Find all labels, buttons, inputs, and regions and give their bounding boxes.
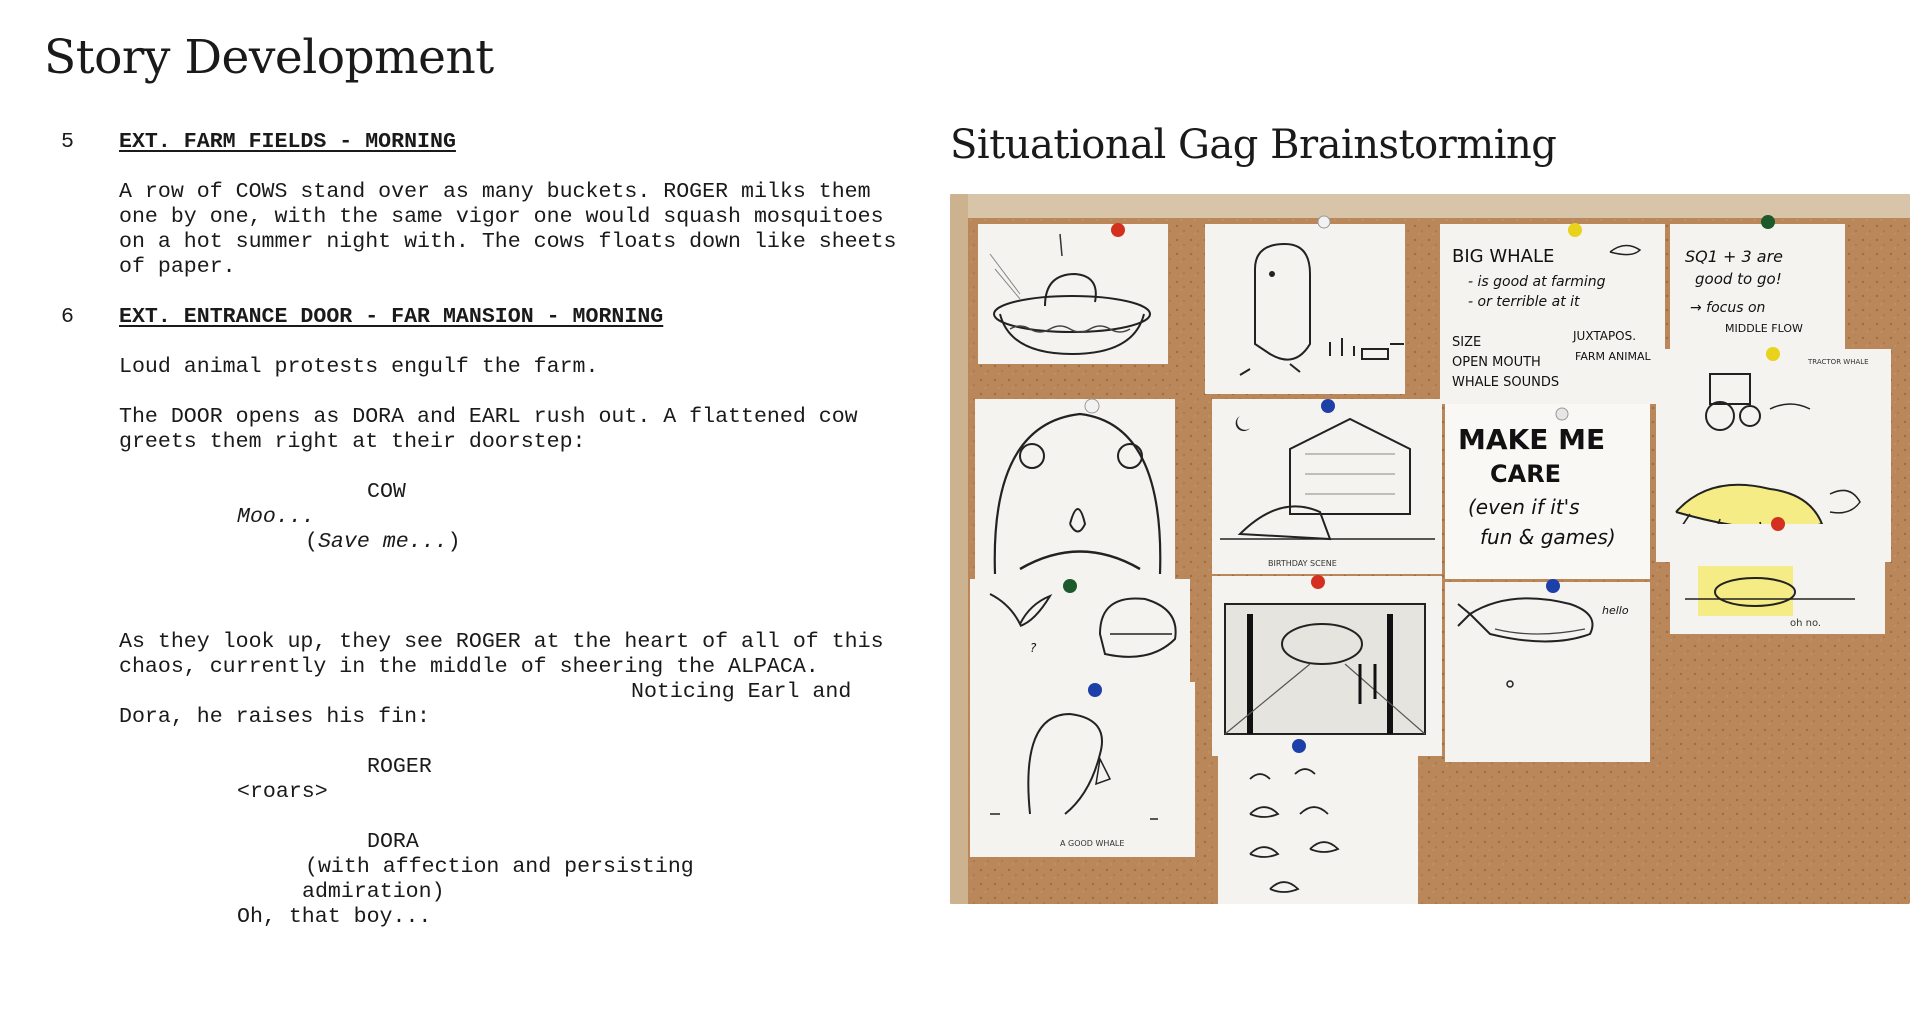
parenthetical: (with affection and persisting xyxy=(305,855,694,879)
pin-icon xyxy=(1766,347,1780,361)
svg-text:→ focus on: → focus on xyxy=(1690,300,1766,316)
action-line: chaos, currently in the middle of sheering the ALPACA. xyxy=(119,655,819,679)
sketch-card-hello-whale xyxy=(1445,582,1650,762)
scene-number: 5 xyxy=(61,130,74,154)
action-line: of paper. xyxy=(119,255,236,279)
svg-text:SQ1 + 3 are: SQ1 + 3 are xyxy=(1685,247,1783,266)
action-line: The DOOR opens as DORA and EARL rush out. A flattened cow xyxy=(119,405,858,429)
pin-icon xyxy=(1568,223,1582,237)
action-line: one by one, with the same vigor one would squash mosquitoes xyxy=(119,205,884,229)
svg-text:FARM ANIMAL: FARM ANIMAL xyxy=(1575,350,1651,363)
section-title: Situational Gag Brainstorming xyxy=(950,122,1557,168)
note-card-make-me-care xyxy=(1445,404,1650,579)
svg-text:- or terrible at it: - or terrible at it xyxy=(1468,294,1580,310)
svg-text:CARE: CARE xyxy=(1490,460,1562,488)
dialogue-line: <roars> xyxy=(237,780,328,804)
svg-text:?: ? xyxy=(1030,641,1037,655)
sketch-card-whale-farm xyxy=(1205,224,1405,394)
sketch-card-whale-tail xyxy=(970,579,1190,689)
scene-number: 6 xyxy=(61,305,74,329)
parenthetical: admiration) xyxy=(302,880,445,904)
svg-text:hello: hello xyxy=(1602,604,1629,617)
sketch-card-small-whales xyxy=(1218,749,1418,904)
action-line: A row of COWS stand over as many buckets. ROGER milks them xyxy=(119,180,871,204)
action-line: on a hot summer night with. The cows floats down like sheets xyxy=(119,230,897,254)
sketch-card-whale-face xyxy=(975,399,1175,579)
sketch-card-good-whale xyxy=(970,682,1195,857)
page-title: Story Development xyxy=(44,30,494,85)
pin-icon xyxy=(1321,399,1335,413)
svg-text:SIZE: SIZE xyxy=(1452,335,1482,350)
svg-text:TRACTOR WHALE: TRACTOR WHALE xyxy=(1808,358,1869,366)
svg-text:OPEN MOUTH: OPEN MOUTH xyxy=(1452,355,1541,370)
svg-text:good to go!: good to go! xyxy=(1695,270,1782,288)
sketch-card-barn-door xyxy=(1212,576,1442,756)
character-name: DORA xyxy=(367,830,419,854)
dialogue-line: Moo... xyxy=(237,505,315,529)
pin-icon xyxy=(1761,215,1775,229)
pin-icon xyxy=(1111,223,1125,237)
pin-icon xyxy=(1292,739,1306,753)
character-name: COW xyxy=(367,480,406,504)
sketch-card-oh-no xyxy=(1670,524,1885,634)
svg-text:MIDDLE FLOW: MIDDLE FLOW xyxy=(1725,322,1803,335)
scene-heading: EXT. FARM FIELDS - MORNING xyxy=(119,130,456,154)
action-line: Dora, he raises his fin: xyxy=(119,705,431,729)
pin-icon xyxy=(1546,579,1560,593)
sketch-card-barn xyxy=(1212,399,1442,574)
character-name: ROGER xyxy=(367,755,432,779)
svg-text:fun & games): fun & games) xyxy=(1480,525,1616,549)
svg-text:MAKE ME: MAKE ME xyxy=(1458,423,1606,456)
action-line: greets them right at their doorstep: xyxy=(119,430,586,454)
note-big-whale-title: BIG WHALE xyxy=(1452,246,1555,267)
pin-icon xyxy=(1311,575,1325,589)
corkboard-illustration xyxy=(950,194,1910,904)
dialogue-line: Oh, that boy... xyxy=(237,905,432,929)
svg-text:oh no.: oh no. xyxy=(1790,618,1822,629)
svg-text:- is good at farming: - is good at farming xyxy=(1468,274,1606,290)
scene-heading: EXT. ENTRANCE DOOR - FAR MANSION - MORNING xyxy=(119,305,664,329)
svg-text:BIRTHDAY SCENE: BIRTHDAY SCENE xyxy=(1268,559,1337,568)
pin-icon xyxy=(1771,517,1785,531)
pin-icon xyxy=(1063,579,1077,593)
svg-text:JUXTAPOS.: JUXTAPOS. xyxy=(1573,329,1637,343)
svg-text:A GOOD WHALE: A GOOD WHALE xyxy=(1060,839,1125,848)
sketch-card-bathtub xyxy=(978,224,1168,364)
pin-icon xyxy=(1318,216,1330,228)
parenthetical: (Save me...) xyxy=(305,530,461,554)
pin-icon xyxy=(1556,408,1568,420)
pin-icon xyxy=(1088,683,1102,697)
note-card-sq xyxy=(1670,224,1845,364)
corkboard-photo xyxy=(950,194,1910,904)
action-line: As they look up, they see ROGER at the heart of all of this xyxy=(119,630,884,654)
action-line: Loud animal protests engulf the farm. xyxy=(119,355,599,379)
svg-text:WHALE SOUNDS: WHALE SOUNDS xyxy=(1452,375,1560,390)
svg-text:(even if it's: (even if it's xyxy=(1468,495,1580,519)
pin-icon xyxy=(1085,399,1099,413)
note-card-big-whale xyxy=(1440,224,1665,404)
action-line: Noticing Earl and xyxy=(631,680,852,704)
